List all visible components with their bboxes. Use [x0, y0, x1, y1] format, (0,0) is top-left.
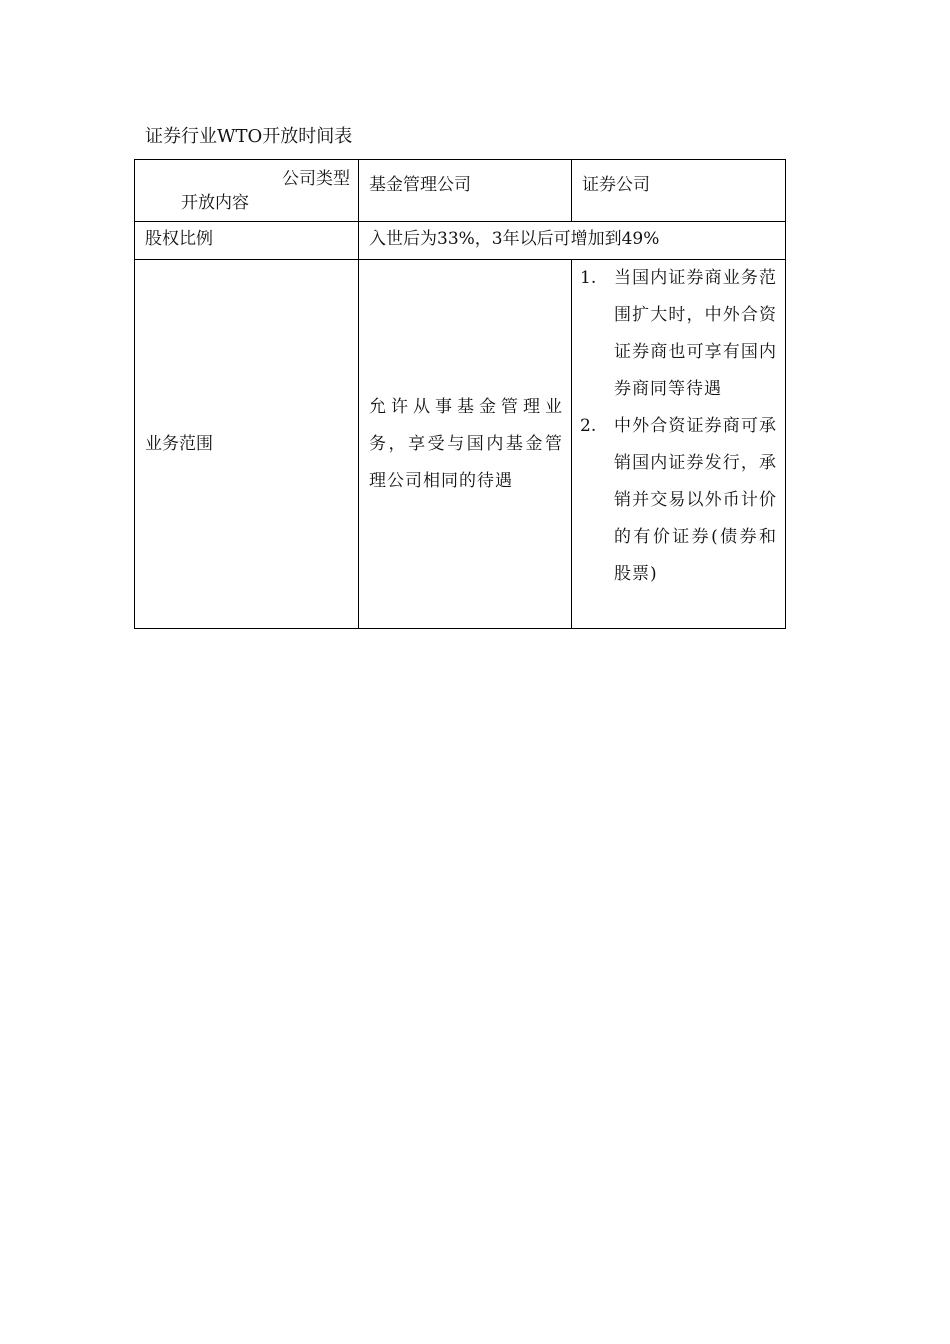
list-item-text: 当国内证券商业务范围扩大时，中外合资证券商也可享有国内券商同等待遇	[614, 268, 777, 399]
list-item	[580, 408, 777, 593]
equity-ratio-label: 股权比例	[145, 229, 213, 249]
securities-scope-cell	[572, 260, 786, 629]
corner-header-cell	[135, 160, 359, 222]
business-scope-label: 业务范围	[145, 434, 213, 454]
document-title: 证券行业WTO开放时间表	[145, 126, 353, 147]
table-header-row	[135, 160, 786, 222]
wto-schedule-table	[134, 159, 786, 629]
securities-scope-list	[572, 260, 785, 593]
list-item	[580, 260, 777, 408]
list-item-number: 2.	[580, 416, 597, 436]
equity-ratio-row	[135, 222, 786, 260]
fund-scope-text: 允许从事基金管理业务，享受与国内基金管理公司相同的待遇	[369, 396, 563, 491]
list-item-number: 1.	[580, 268, 597, 288]
list-item-text: 中外合资证券商可承销国内证券发行，承销并交易以外币计价的有价证券(债券和股票)	[614, 416, 777, 584]
equity-ratio-value-cell	[359, 222, 786, 260]
fund-company-header-label: 基金管理公司	[369, 175, 471, 195]
corner-bottom-label: 开放内容	[181, 193, 249, 213]
securities-company-header-label: 证券公司	[582, 175, 650, 195]
business-scope-row	[135, 260, 786, 629]
fund-company-header	[359, 160, 572, 222]
securities-company-header	[572, 160, 786, 222]
business-scope-label-cell	[135, 260, 359, 629]
equity-ratio-value: 入世后为33%，3年以后可增加到49%	[369, 229, 660, 249]
fund-scope-cell	[359, 260, 572, 629]
corner-top-label: 公司类型	[282, 169, 350, 189]
equity-ratio-label-cell	[135, 222, 359, 260]
